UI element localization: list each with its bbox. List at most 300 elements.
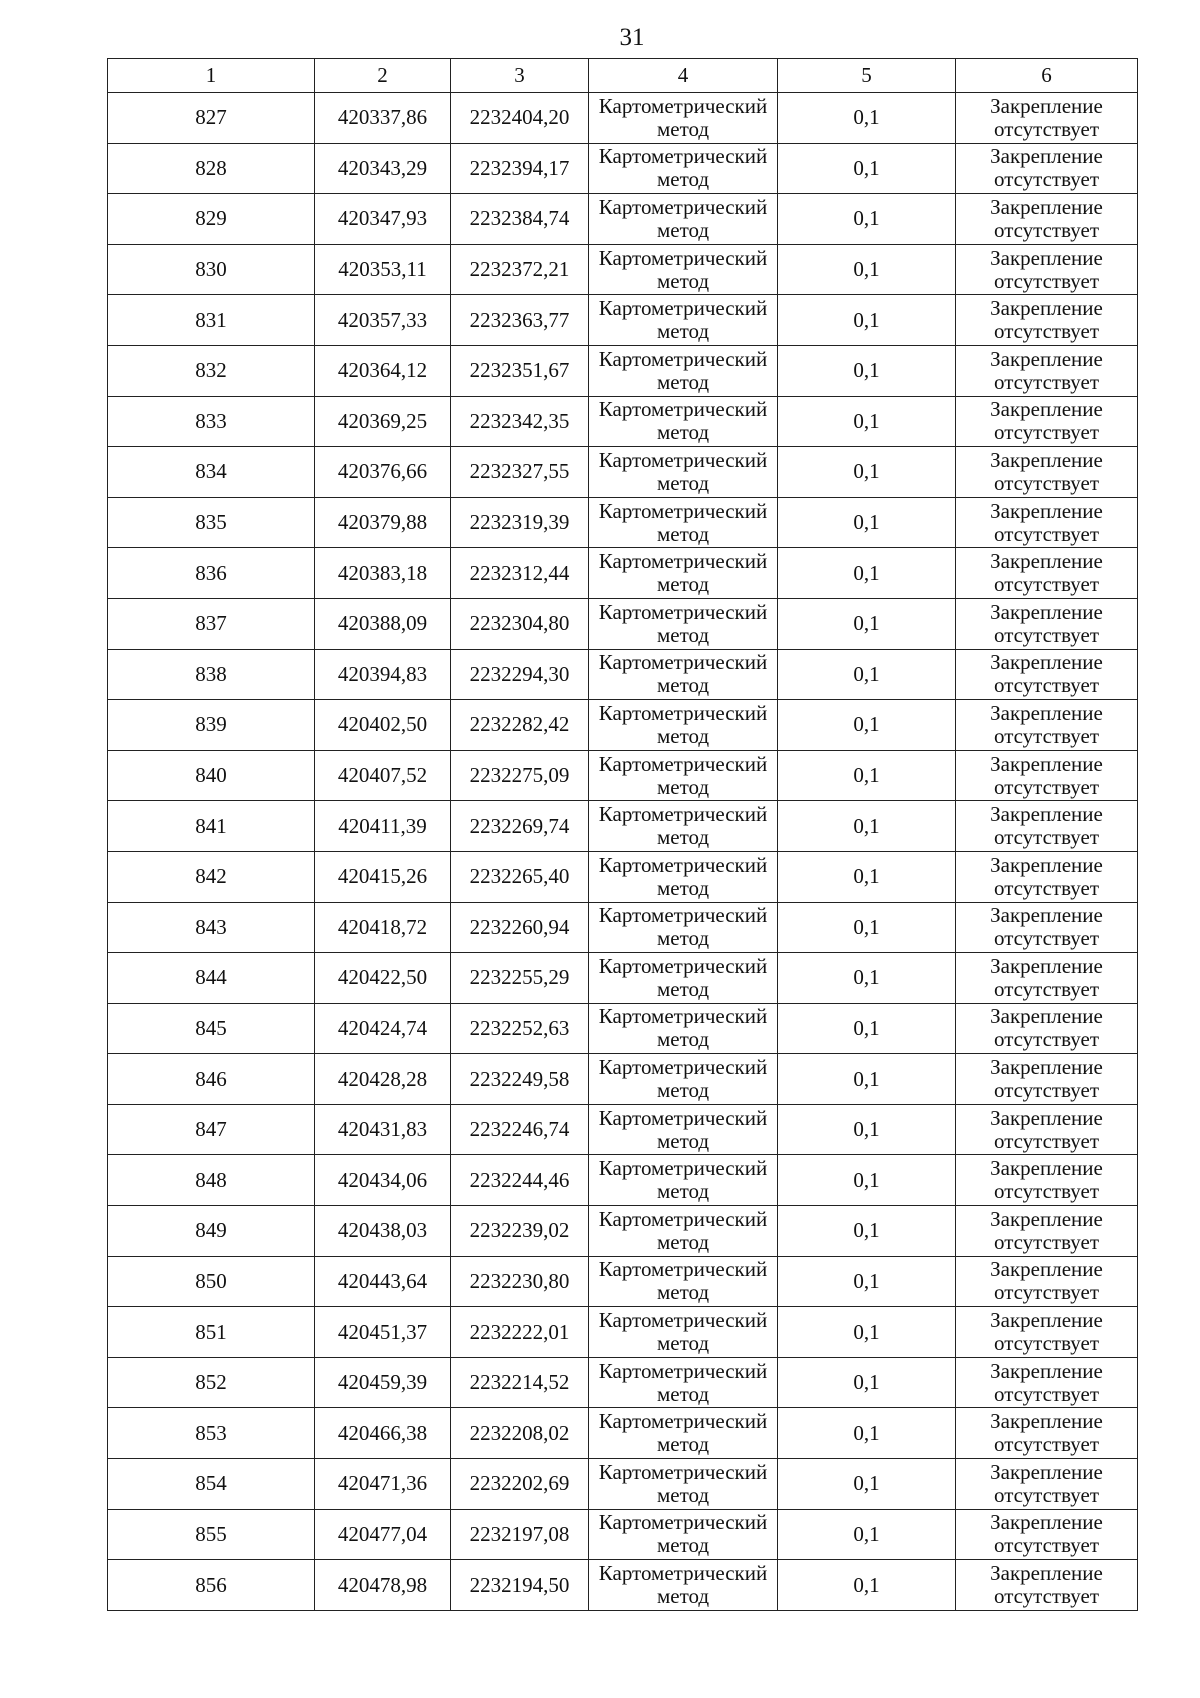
table-row xyxy=(108,649,1138,700)
fixing-cell xyxy=(956,345,1138,396)
table-row xyxy=(108,1408,1138,1459)
method-line-2: метод xyxy=(656,622,710,647)
fixing-line-1: Закрепление xyxy=(990,194,1103,219)
method-cell xyxy=(589,548,778,599)
method-line-1: Картометрический xyxy=(598,296,768,321)
fixing-line-2: отсутствует xyxy=(993,268,1100,293)
fixing-line-2: отсутствует xyxy=(993,875,1100,900)
point-number-cell: 836 xyxy=(108,548,315,599)
fixing-line-1: Закрепление xyxy=(990,245,1103,270)
accuracy-cell: 0,1 xyxy=(778,1054,956,1105)
method-line-2: метод xyxy=(656,723,710,748)
x-coordinate-cell: 420451,37 xyxy=(315,1307,451,1358)
table-row xyxy=(108,295,1138,346)
table-row xyxy=(108,244,1138,295)
method-cell xyxy=(589,1104,778,1155)
y-coordinate-cell: 2232265,40 xyxy=(451,851,589,902)
table-row xyxy=(108,953,1138,1004)
x-coordinate-cell: 420388,09 xyxy=(315,598,451,649)
fixing-line-1: Закрепление xyxy=(990,1561,1103,1586)
y-coordinate-cell: 2232372,21 xyxy=(451,244,589,295)
fixing-line-2: отсутствует xyxy=(993,521,1100,546)
table-row xyxy=(108,902,1138,953)
table-row xyxy=(108,1003,1138,1054)
method-line-2: метод xyxy=(656,1381,710,1406)
point-number-cell: 848 xyxy=(108,1155,315,1206)
method-line-1: Картометрический xyxy=(598,599,768,624)
x-coordinate-cell: 420383,18 xyxy=(315,548,451,599)
method-cell xyxy=(589,93,778,144)
x-coordinate-cell: 420364,12 xyxy=(315,345,451,396)
x-coordinate-cell: 420376,66 xyxy=(315,447,451,498)
table-row xyxy=(108,1206,1138,1257)
accuracy-cell: 0,1 xyxy=(778,1104,956,1155)
method-cell xyxy=(589,1509,778,1560)
y-coordinate-cell: 2232394,17 xyxy=(451,143,589,194)
method-cell xyxy=(589,1003,778,1054)
accuracy-cell: 0,1 xyxy=(778,851,956,902)
x-coordinate-cell: 420428,28 xyxy=(315,1054,451,1105)
fixing-line-2: отсутствует xyxy=(993,976,1100,1001)
fixing-line-1: Закрепление xyxy=(990,852,1103,877)
fixing-cell xyxy=(956,1155,1138,1206)
y-coordinate-cell: 2232269,74 xyxy=(451,801,589,852)
method-line-1: Картометрический xyxy=(598,1206,768,1231)
method-line-2: метод xyxy=(656,1533,710,1558)
method-line-1: Картометрический xyxy=(598,245,768,270)
method-line-2: метод xyxy=(656,774,710,799)
accuracy-cell: 0,1 xyxy=(778,649,956,700)
method-line-2: метод xyxy=(656,1027,710,1052)
point-number-cell: 832 xyxy=(108,345,315,396)
fixing-line-1: Закрепление xyxy=(990,1206,1103,1231)
table-row xyxy=(108,851,1138,902)
point-number-cell: 828 xyxy=(108,143,315,194)
fixing-cell xyxy=(956,244,1138,295)
fixing-line-1: Закрепление xyxy=(990,700,1103,725)
accuracy-cell: 0,1 xyxy=(778,1206,956,1257)
accuracy-cell: 0,1 xyxy=(778,750,956,801)
accuracy-cell: 0,1 xyxy=(778,1256,956,1307)
point-number-cell: 847 xyxy=(108,1104,315,1155)
method-line-1: Картометрический xyxy=(598,700,768,725)
method-line-1: Картометрический xyxy=(598,650,768,675)
method-line-2: метод xyxy=(656,1331,710,1356)
method-line-2: метод xyxy=(656,319,710,344)
method-line-2: метод xyxy=(656,369,710,394)
fixing-cell xyxy=(956,700,1138,751)
fixing-cell xyxy=(956,1560,1138,1611)
table-row xyxy=(108,598,1138,649)
column-header-3: 3 xyxy=(451,59,589,93)
method-cell xyxy=(589,598,778,649)
method-line-1: Картометрический xyxy=(598,1308,768,1333)
fixing-line-1: Закрепление xyxy=(990,650,1103,675)
y-coordinate-cell: 2232384,74 xyxy=(451,194,589,245)
accuracy-cell: 0,1 xyxy=(778,1357,956,1408)
table-row xyxy=(108,700,1138,751)
fixing-cell xyxy=(956,447,1138,498)
method-line-1: Картометрический xyxy=(598,852,768,877)
method-line-1: Картометрический xyxy=(598,1358,768,1383)
method-line-2: метод xyxy=(656,875,710,900)
fixing-line-1: Закрепление xyxy=(990,93,1103,118)
method-line-2: метод xyxy=(656,116,710,141)
point-number-cell: 834 xyxy=(108,447,315,498)
accuracy-cell: 0,1 xyxy=(778,700,956,751)
accuracy-cell: 0,1 xyxy=(778,1509,956,1560)
method-line-1: Картометрический xyxy=(598,953,768,978)
method-cell xyxy=(589,1054,778,1105)
fixing-line-1: Закрепление xyxy=(990,802,1103,827)
fixing-line-2: отсутствует xyxy=(993,926,1100,951)
method-line-1: Картометрический xyxy=(598,1156,768,1181)
accuracy-cell: 0,1 xyxy=(778,93,956,144)
fixing-cell xyxy=(956,851,1138,902)
fixing-line-1: Закрепление xyxy=(990,1156,1103,1181)
method-line-2: метод xyxy=(656,976,710,1001)
point-number-cell: 839 xyxy=(108,700,315,751)
method-cell xyxy=(589,194,778,245)
y-coordinate-cell: 2232246,74 xyxy=(451,1104,589,1155)
fixing-line-2: отсутствует xyxy=(993,1331,1100,1356)
method-line-1: Картометрический xyxy=(598,498,768,523)
fixing-line-2: отсутствует xyxy=(993,167,1100,192)
y-coordinate-cell: 2232214,52 xyxy=(451,1357,589,1408)
accuracy-cell: 0,1 xyxy=(778,902,956,953)
fixing-line-2: отсутствует xyxy=(993,1533,1100,1558)
table-row xyxy=(108,143,1138,194)
method-line-1: Картометрический xyxy=(598,1459,768,1484)
table-row xyxy=(108,497,1138,548)
method-line-2: метод xyxy=(656,825,710,850)
fixing-cell xyxy=(956,1104,1138,1155)
y-coordinate-cell: 2232202,69 xyxy=(451,1459,589,1510)
table-row xyxy=(108,447,1138,498)
method-line-1: Картометрический xyxy=(598,1257,768,1282)
method-cell xyxy=(589,143,778,194)
fixing-line-1: Закрепление xyxy=(990,447,1103,472)
table-row xyxy=(108,1256,1138,1307)
fixing-cell xyxy=(956,649,1138,700)
method-line-1: Картометрический xyxy=(598,346,768,371)
method-cell xyxy=(589,1357,778,1408)
x-coordinate-cell: 420438,03 xyxy=(315,1206,451,1257)
method-line-1: Картометрический xyxy=(598,549,768,574)
method-line-2: метод xyxy=(656,1584,710,1609)
method-cell xyxy=(589,1155,778,1206)
accuracy-cell: 0,1 xyxy=(778,497,956,548)
method-cell xyxy=(589,1459,778,1510)
fixing-line-1: Закрепление xyxy=(990,1257,1103,1282)
point-number-cell: 844 xyxy=(108,953,315,1004)
method-line-2: метод xyxy=(656,167,710,192)
fixing-line-1: Закрепление xyxy=(990,1459,1103,1484)
method-line-2: метод xyxy=(656,420,710,445)
method-cell xyxy=(589,447,778,498)
method-line-2: метод xyxy=(656,217,710,242)
point-number-cell: 843 xyxy=(108,902,315,953)
y-coordinate-cell: 2232197,08 xyxy=(451,1509,589,1560)
x-coordinate-cell: 420394,83 xyxy=(315,649,451,700)
x-coordinate-cell: 420379,88 xyxy=(315,497,451,548)
fixing-line-2: отсутствует xyxy=(993,673,1100,698)
x-coordinate-cell: 420357,33 xyxy=(315,295,451,346)
method-line-2: метод xyxy=(656,1229,710,1254)
method-line-1: Картометрический xyxy=(598,1055,768,1080)
method-line-1: Картометрический xyxy=(598,903,768,928)
accuracy-cell: 0,1 xyxy=(778,194,956,245)
method-line-1: Картометрический xyxy=(598,1561,768,1586)
x-coordinate-cell: 420443,64 xyxy=(315,1256,451,1307)
fixing-cell xyxy=(956,1256,1138,1307)
point-number-cell: 856 xyxy=(108,1560,315,1611)
method-cell xyxy=(589,851,778,902)
fixing-cell xyxy=(956,295,1138,346)
y-coordinate-cell: 2232244,46 xyxy=(451,1155,589,1206)
method-line-1: Картометрический xyxy=(598,93,768,118)
x-coordinate-cell: 420402,50 xyxy=(315,700,451,751)
method-line-2: метод xyxy=(656,1432,710,1457)
method-cell xyxy=(589,1560,778,1611)
method-line-1: Картометрический xyxy=(598,1105,768,1130)
fixing-line-2: отсутствует xyxy=(993,319,1100,344)
table-row xyxy=(108,1155,1138,1206)
fixing-line-2: отсутствует xyxy=(993,1128,1100,1153)
method-cell xyxy=(589,345,778,396)
accuracy-cell: 0,1 xyxy=(778,295,956,346)
y-coordinate-cell: 2232363,77 xyxy=(451,295,589,346)
fixing-cell xyxy=(956,497,1138,548)
fixing-line-2: отсутствует xyxy=(993,1381,1100,1406)
y-coordinate-cell: 2232319,39 xyxy=(451,497,589,548)
table-row xyxy=(108,548,1138,599)
fixing-cell xyxy=(956,1459,1138,1510)
fixing-cell xyxy=(956,1307,1138,1358)
fixing-cell xyxy=(956,396,1138,447)
method-cell xyxy=(589,750,778,801)
fixing-line-2: отсутствует xyxy=(993,1179,1100,1204)
y-coordinate-cell: 2232208,02 xyxy=(451,1408,589,1459)
point-number-cell: 835 xyxy=(108,497,315,548)
point-number-cell: 846 xyxy=(108,1054,315,1105)
fixing-line-2: отсутствует xyxy=(993,470,1100,495)
column-header-5: 5 xyxy=(778,59,956,93)
method-line-1: Картометрический xyxy=(598,1510,768,1535)
table-row xyxy=(108,93,1138,144)
fixing-line-2: отсутствует xyxy=(993,116,1100,141)
method-cell xyxy=(589,801,778,852)
y-coordinate-cell: 2232282,42 xyxy=(451,700,589,751)
fixing-cell xyxy=(956,953,1138,1004)
x-coordinate-cell: 420466,38 xyxy=(315,1408,451,1459)
fixing-line-1: Закрепление xyxy=(990,397,1103,422)
x-coordinate-cell: 420353,11 xyxy=(315,244,451,295)
page-number: 31 xyxy=(619,24,645,51)
fixing-cell xyxy=(956,1408,1138,1459)
fixing-line-2: отсутствует xyxy=(993,1229,1100,1254)
y-coordinate-cell: 2232327,55 xyxy=(451,447,589,498)
x-coordinate-cell: 420411,39 xyxy=(315,801,451,852)
y-coordinate-cell: 2232194,50 xyxy=(451,1560,589,1611)
x-coordinate-cell: 420407,52 xyxy=(315,750,451,801)
table-row xyxy=(108,1509,1138,1560)
fixing-line-1: Закрепление xyxy=(990,751,1103,776)
method-line-2: метод xyxy=(656,926,710,951)
point-number-cell: 837 xyxy=(108,598,315,649)
method-line-2: метод xyxy=(656,1280,710,1305)
fixing-line-2: отсутствует xyxy=(993,369,1100,394)
fixing-line-2: отсутствует xyxy=(993,1432,1100,1457)
column-header-4: 4 xyxy=(589,59,778,93)
method-cell xyxy=(589,497,778,548)
y-coordinate-cell: 2232351,67 xyxy=(451,345,589,396)
fixing-line-1: Закрепление xyxy=(990,1055,1103,1080)
accuracy-cell: 0,1 xyxy=(778,447,956,498)
method-line-2: метод xyxy=(656,1128,710,1153)
table-row xyxy=(108,345,1138,396)
table-row xyxy=(108,1104,1138,1155)
fixing-cell xyxy=(956,750,1138,801)
table-row xyxy=(108,801,1138,852)
method-line-2: метод xyxy=(656,1482,710,1507)
fixing-line-2: отсутствует xyxy=(993,622,1100,647)
y-coordinate-cell: 2232342,35 xyxy=(451,396,589,447)
table-row xyxy=(108,1054,1138,1105)
table-row xyxy=(108,1357,1138,1408)
x-coordinate-cell: 420422,50 xyxy=(315,953,451,1004)
method-cell xyxy=(589,1307,778,1358)
point-number-cell: 838 xyxy=(108,649,315,700)
y-coordinate-cell: 2232222,01 xyxy=(451,1307,589,1358)
x-coordinate-cell: 420369,25 xyxy=(315,396,451,447)
y-coordinate-cell: 2232252,63 xyxy=(451,1003,589,1054)
table-row xyxy=(108,750,1138,801)
fixing-cell xyxy=(956,1206,1138,1257)
table-row xyxy=(108,1560,1138,1611)
y-coordinate-cell: 2232230,80 xyxy=(451,1256,589,1307)
point-number-cell: 829 xyxy=(108,194,315,245)
point-number-cell: 851 xyxy=(108,1307,315,1358)
accuracy-cell: 0,1 xyxy=(778,396,956,447)
fixing-line-1: Закрепление xyxy=(990,498,1103,523)
y-coordinate-cell: 2232260,94 xyxy=(451,902,589,953)
fixing-cell xyxy=(956,1003,1138,1054)
accuracy-cell: 0,1 xyxy=(778,548,956,599)
x-coordinate-cell: 420477,04 xyxy=(315,1509,451,1560)
point-number-cell: 849 xyxy=(108,1206,315,1257)
x-coordinate-cell: 420471,36 xyxy=(315,1459,451,1510)
method-line-2: метод xyxy=(656,572,710,597)
fixing-line-1: Закрепление xyxy=(990,346,1103,371)
fixing-line-2: отсутствует xyxy=(993,723,1100,748)
method-cell xyxy=(589,244,778,295)
fixing-line-1: Закрепление xyxy=(990,549,1103,574)
accuracy-cell: 0,1 xyxy=(778,1560,956,1611)
fixing-line-1: Закрепление xyxy=(990,1308,1103,1333)
point-number-cell: 854 xyxy=(108,1459,315,1510)
point-number-cell: 841 xyxy=(108,801,315,852)
point-number-cell: 853 xyxy=(108,1408,315,1459)
fixing-line-1: Закрепление xyxy=(990,599,1103,624)
method-line-1: Картометрический xyxy=(598,802,768,827)
x-coordinate-cell: 420459,39 xyxy=(315,1357,451,1408)
accuracy-cell: 0,1 xyxy=(778,1003,956,1054)
y-coordinate-cell: 2232304,80 xyxy=(451,598,589,649)
fixing-line-2: отсутствует xyxy=(993,1280,1100,1305)
fixing-line-1: Закрепление xyxy=(990,1004,1103,1029)
fixing-cell xyxy=(956,1357,1138,1408)
accuracy-cell: 0,1 xyxy=(778,345,956,396)
fixing-line-1: Закрепление xyxy=(990,1510,1103,1535)
fixing-line-2: отсутствует xyxy=(993,1482,1100,1507)
fixing-cell xyxy=(956,598,1138,649)
method-line-1: Картометрический xyxy=(598,751,768,776)
fixing-line-1: Закрепление xyxy=(990,1409,1103,1434)
fixing-cell xyxy=(956,93,1138,144)
fixing-line-2: отсутствует xyxy=(993,217,1100,242)
point-number-cell: 831 xyxy=(108,295,315,346)
fixing-cell xyxy=(956,902,1138,953)
method-line-2: метод xyxy=(656,1078,710,1103)
fixing-line-2: отсутствует xyxy=(993,1584,1100,1609)
y-coordinate-cell: 2232404,20 xyxy=(451,93,589,144)
fixing-line-1: Закрепление xyxy=(990,953,1103,978)
method-cell xyxy=(589,649,778,700)
method-line-1: Картометрический xyxy=(598,194,768,219)
method-cell xyxy=(589,1206,778,1257)
method-cell xyxy=(589,700,778,751)
accuracy-cell: 0,1 xyxy=(778,244,956,295)
method-cell xyxy=(589,295,778,346)
fixing-line-1: Закрепление xyxy=(990,1105,1103,1130)
method-line-1: Картометрический xyxy=(598,144,768,169)
fixing-line-1: Закрепление xyxy=(990,296,1103,321)
point-number-cell: 845 xyxy=(108,1003,315,1054)
x-coordinate-cell: 420343,29 xyxy=(315,143,451,194)
fixing-cell xyxy=(956,548,1138,599)
method-line-2: метод xyxy=(656,1179,710,1204)
column-header-1: 1 xyxy=(108,59,315,93)
fixing-line-2: отсутствует xyxy=(993,1078,1100,1103)
method-line-2: метод xyxy=(656,268,710,293)
method-line-1: Картометрический xyxy=(598,447,768,472)
accuracy-cell: 0,1 xyxy=(778,143,956,194)
table-row xyxy=(108,1307,1138,1358)
method-cell xyxy=(589,902,778,953)
fixing-line-2: отсутствует xyxy=(993,1027,1100,1052)
point-number-cell: 855 xyxy=(108,1509,315,1560)
x-coordinate-cell: 420431,83 xyxy=(315,1104,451,1155)
method-line-2: метод xyxy=(656,521,710,546)
method-line-1: Картометрический xyxy=(598,397,768,422)
fixing-line-2: отсутствует xyxy=(993,774,1100,799)
column-header-2: 2 xyxy=(315,59,451,93)
method-cell xyxy=(589,396,778,447)
method-cell xyxy=(589,1408,778,1459)
fixing-cell xyxy=(956,1509,1138,1560)
table-body xyxy=(108,93,1138,1611)
point-number-cell: 852 xyxy=(108,1357,315,1408)
fixing-line-1: Закрепление xyxy=(990,903,1103,928)
table-row xyxy=(108,396,1138,447)
point-number-cell: 833 xyxy=(108,396,315,447)
y-coordinate-cell: 2232255,29 xyxy=(451,953,589,1004)
method-cell xyxy=(589,953,778,1004)
fixing-line-2: отсутствует xyxy=(993,572,1100,597)
fixing-cell xyxy=(956,801,1138,852)
fixing-line-2: отсутствует xyxy=(993,825,1100,850)
